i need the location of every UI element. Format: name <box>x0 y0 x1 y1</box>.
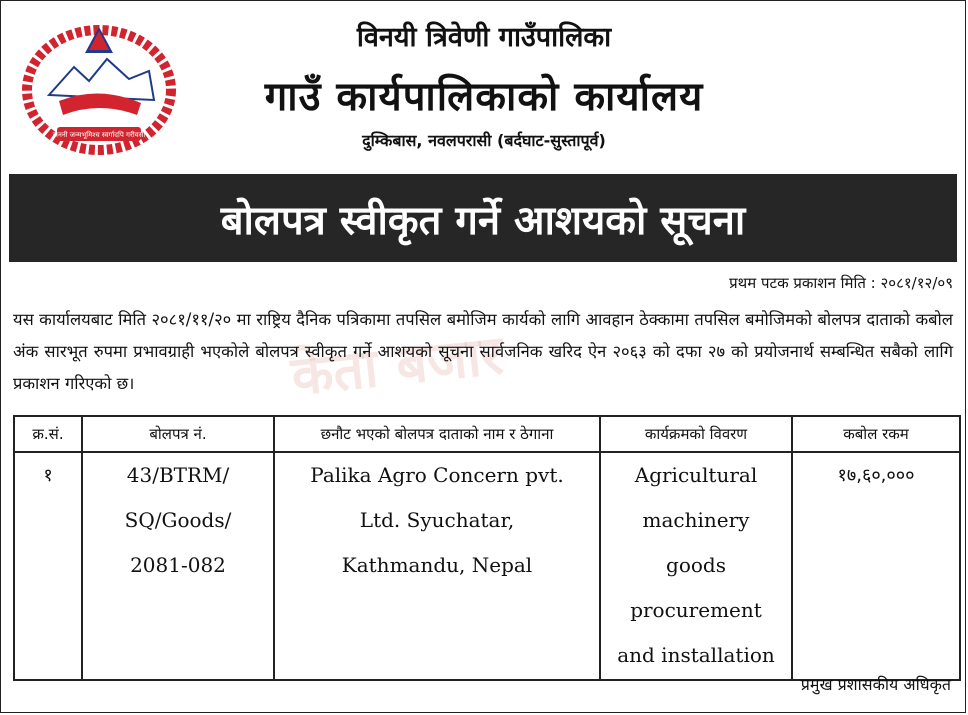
table-row <box>14 452 960 680</box>
amount-value: १७,६०,००० <box>837 465 915 486</box>
publication-date: प्रथम पटक प्रकाशन मिति : २०८१/१२/०९ <box>729 274 953 292</box>
motto-text: जननी जन्मभूमिश्च स्वर्गादपि गरीयसी <box>52 131 146 139</box>
description-line: goods <box>666 553 726 577</box>
description-line: and installation <box>617 643 775 667</box>
description-line: Agricultural <box>634 463 758 487</box>
municipality-name: विनयी त्रिवेणी गाउँपालिका <box>356 22 612 53</box>
notice-title-banner <box>9 174 957 262</box>
cell-sn-value: १ <box>43 465 53 486</box>
signatory: प्रमुख प्रशासकीय अधिकृत <box>800 675 951 694</box>
bid-no-line: SQ/Goods/ <box>124 508 232 532</box>
table-header-row <box>14 416 960 452</box>
cell-bid-no <box>82 452 274 680</box>
bidder-line: Palika Agro Concern pvt. <box>310 463 564 487</box>
header-bidder: छनौट भएको बोलपत्र दाताको नाम र ठेगाना <box>274 416 600 452</box>
office-address: दुम्किबास, नवलपरासी (बर्दघाट-सुस्तापूर्व) <box>362 131 606 150</box>
cell-amount <box>792 452 960 680</box>
watermark: केता बजार <box>288 323 506 408</box>
header-bid-no: बोलपत्र नं. <box>82 416 274 452</box>
description-line: machinery <box>642 508 750 532</box>
notice-body: यस कार्यालयबाट मिति २०८१/११/२० मा राष्ट्रिय दैनिक पत्रिकामा तपसिल बमोजिम कार्यको लागि आवहान ठेक्कामा तपसिल बमोजिमको बोलपत्र दाताको कबोल अंक सारभूत रुपमा प्रभावग्राही भएकोले बोलपत्र स्वीकृत गर्ने आशयको सूचना सार्वजनिक खरिद ऐन २०६३ को दफा २७ को प्रयोजनार्थ सम्बन्धित सबैको लागि प्रकाशन गरिएको छ। <box>13 310 953 393</box>
description-line: procurement <box>630 598 762 622</box>
bid-no-line: 2081-082 <box>130 553 226 577</box>
header-description: कार्यक्रमको विवरण <box>600 416 792 452</box>
notice-title: बोलपत्र स्वीकृत गर्ने आशयको सूचना <box>220 197 746 244</box>
header-amount: कबोल रकम <box>792 416 960 452</box>
cell-bidder <box>274 452 600 680</box>
cell-sn <box>14 452 82 680</box>
cell-description <box>600 452 792 680</box>
bid-no-line: 43/BTRM/ <box>126 463 230 487</box>
tender-table <box>13 415 961 681</box>
header-sn: क्र.सं. <box>14 416 82 452</box>
bidder-line: Kathmandu, Nepal <box>341 553 533 577</box>
office-name: गाउँ कार्यपालिकाको कार्यालय <box>264 74 704 120</box>
bidder-line: Ltd. Syuchatar, <box>359 508 515 532</box>
